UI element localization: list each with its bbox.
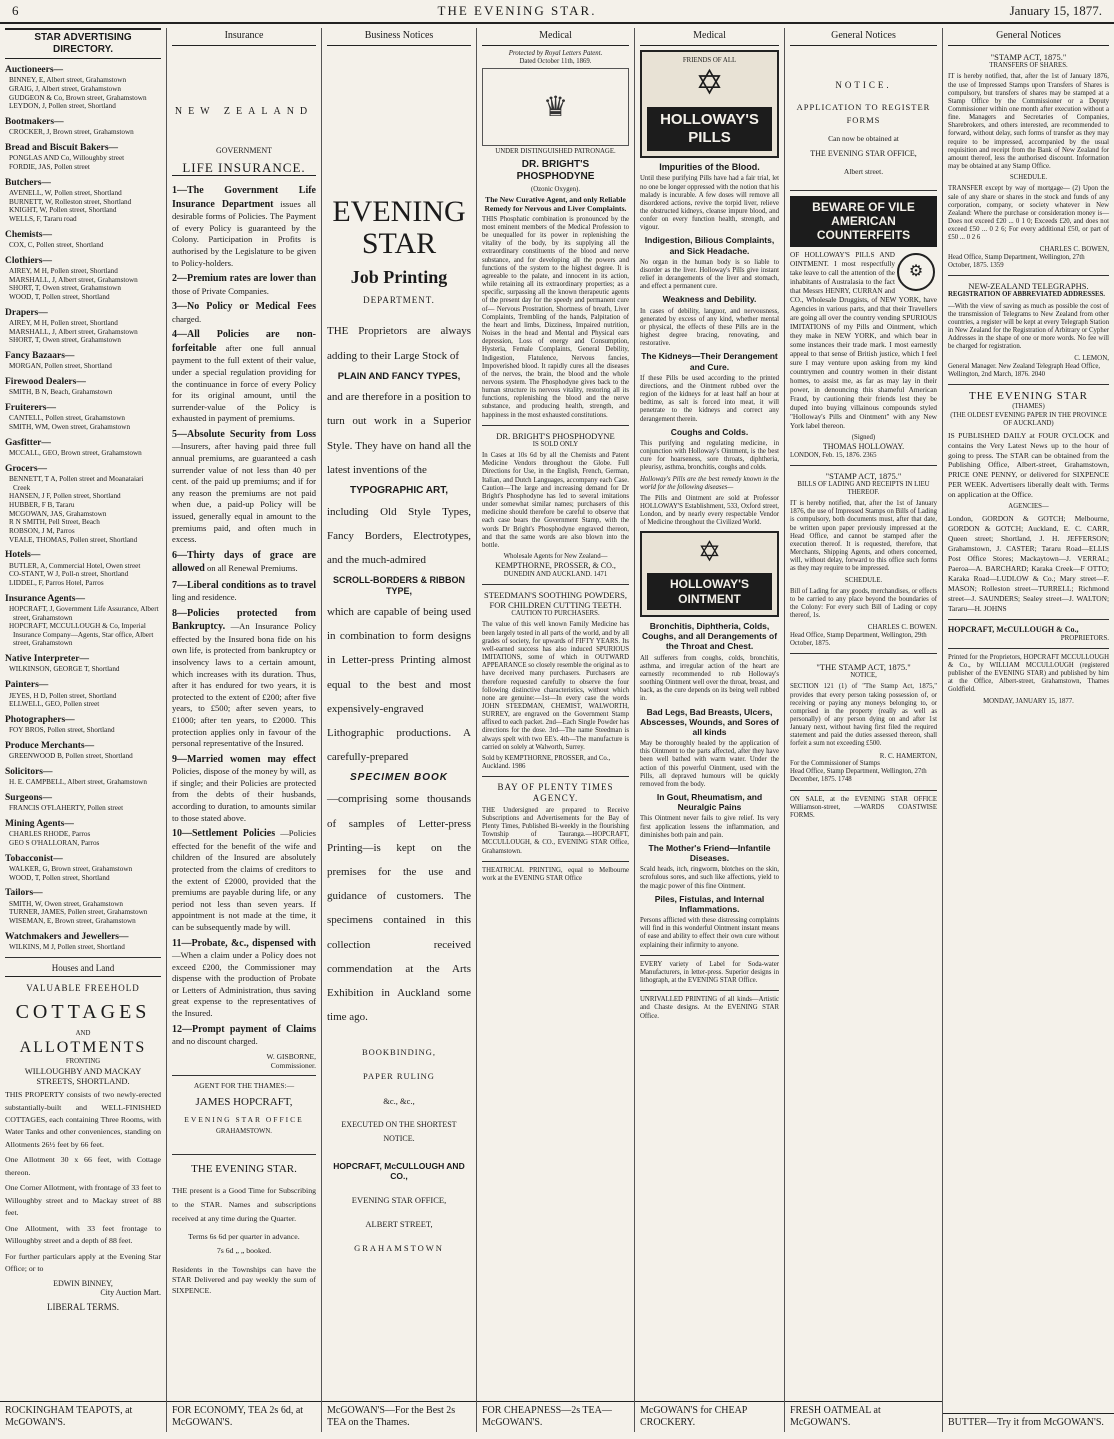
issue-date: January 15, 1877.: [1009, 3, 1102, 18]
directory-entry: BINNEY, E, Albert street, Grahamstown: [9, 76, 127, 85]
insurance-item: [172, 272, 316, 297]
directory-category: Solicitors—: [5, 766, 53, 777]
insurance-item: [172, 607, 316, 750]
directory-entry: AIREY, M H, Pollen street, Shortland: [9, 267, 118, 276]
crest-icon: ✡: [695, 65, 724, 103]
insurance-column: [166, 28, 321, 1432]
g1-sched: SCHEDULE.: [844, 576, 883, 584]
directory-entry: HOPCRAFT, J, Government Life Assurance, Albert street, Grahamstown: [9, 604, 159, 622]
insurance-sig2: Commissioner.: [270, 1060, 316, 1070]
directory-entry: SHORT, T, Owen street, Grahamstown: [9, 284, 121, 293]
houses-b1: THIS PROPERTY consists of two newly-erected substantially-built and WELL-FINISHED COTTAGES, each containing Three Rooms, with Water Tanks and other conveniences, standing on Allotments 26½ feet by 66 feet.: [5, 1090, 161, 1149]
directory-category: Fancy Bazaars—: [5, 350, 75, 361]
insurance-item: [172, 753, 316, 824]
directory-entry: KNIGHT, W, Pollen street, Shortland: [9, 206, 117, 215]
directory-entry: SHORT, T, Owen street, Grahamstown: [9, 336, 121, 345]
insurance-item: [172, 549, 316, 576]
directory-entry: AIREY, M H, Pollen street, Shortland: [9, 318, 118, 327]
g1-sale: ON SALE, at the EVENING STAR OFFICE Williamson-street, —WARDS COASTWISE FORMS.: [790, 795, 937, 819]
insurance-item: [172, 1023, 316, 1048]
directory-category: Chemists—: [5, 229, 52, 240]
g1-notice: NOTICE,: [850, 672, 877, 680]
directory-entry: LEYDON, J, Pollen street, Shortland: [9, 102, 116, 111]
insurance-item-text: those of Private Companies.: [172, 285, 269, 296]
g1-sab: IT is hereby notified, that, after the 1st of January 1876, the use of Impressed Stamps on Bills of Lading is compulsory, both documents must, after that date, be written upon paper previously impressed at the Head Office, and cannot be stamped after the execution thereof. It is requested, therefore, that Merchants, Shipping Agents, and others concerned, will, without delay, forward to this office such forms as they may require to be impressed.: [790, 500, 937, 573]
jp-b8: SPECIMEN BOOK: [349, 772, 448, 784]
agent-heading: AGENT FOR THE THAMES:—: [193, 1080, 295, 1090]
directory-category: Mining Agents—: [5, 818, 74, 829]
directory-entry: WOOD, T, Pollen street, Shortland: [9, 292, 110, 301]
m2-t10: Piles, Fistulas, and Internal Inflammations.: [654, 893, 765, 914]
g1-sa2: BILLS OF LADING AND RECEIPTS IN LIEU THEREOF.: [797, 480, 930, 496]
houses-t3: AND: [75, 1030, 91, 1038]
m2-b9: This Ointment never fails to give relief. Its very first application lessens the inflammation, and diminishes both pain and pain.: [640, 815, 779, 839]
directory-entry: MCGOWAN, JAS, Grahamstown: [9, 509, 107, 518]
insurance-item-number: 3—No Policy or Medical Fees: [172, 301, 316, 313]
m1-prot: Protected by Royal Letters Patent.: [508, 50, 603, 57]
m2-t9: The Mother's Friend—Infantile Diseases.: [648, 842, 771, 864]
m1-sold2: Sold by KEMPTHORNE, PROSSER, and Co., Auckland. 1986: [482, 754, 611, 771]
jp-b16: ALBERT STREET,: [365, 1219, 433, 1230]
directory-entry: GREENWOOD B, Pollen street, Shortland: [9, 752, 133, 761]
insurance-item-number: 7—Liberal conditions as to travel: [172, 579, 316, 591]
m2-t2: Indigestion, Bilious Complaints, and Sick Headache.: [644, 235, 775, 256]
m2-t12: UNRIVALLED PRINTING of all kinds—Artistic and Chaste designs. At the EVENING STAR Office.: [640, 996, 779, 1020]
g1-sig: THOMAS HOLLOWAY.: [822, 441, 905, 451]
holloway-ointment-logo: [640, 531, 779, 617]
directory-entry: H. E. CAMPBELL, Albert street, Grahamstown: [9, 778, 147, 787]
trademark-seal-icon: ⚙: [897, 253, 935, 291]
agent-name: JAMES HOPCRAFT,: [195, 1095, 293, 1108]
insurance-item: [172, 579, 316, 604]
insurance-item: [172, 300, 316, 325]
bottom-ad-1: ROCKINGHAM TEAPOTS, at McGOWAN'S.: [0, 1401, 166, 1432]
directory-entry: WOOD, T, Pollen street, Shortland: [9, 873, 110, 882]
jp-b10: BOOKBINDING,: [361, 1047, 437, 1058]
g2-sab: IT is hereby notified, that, after the 1st of January 1876, the use of Impressed Stamps upon Transfers of Shares is compulsory, but transfers of shares may be stamped at a Stamp Office by the Commissioner or a Deputy Commissioner within one month after execution without a fine. Managers and Secretaries of Companies, Sharebrokers, and others interested, are recommended to forward, without delay, such forms of transfer as they may require to be impressed, accompanied by the usual requisition and receipt from the Bank of New Zealand for amount thereof, less the authorised discount. Information may be obtained at any Stamp Office.: [948, 73, 1109, 171]
insurance-item-text: —Insurers, after having paid three full annual premiums, are guaranteed a cash surrender value of not less than 40 per cent. of the paid up premiums; and if for any reason the premiums are not paid when due, a paid-up Policy will be issued, generally equal in amount to the premiums paid, and often much in excess.: [172, 441, 316, 545]
jp-t3: DEPARTMENT.: [363, 294, 435, 305]
medical-heading-2: Medical: [640, 28, 779, 46]
directory-column: [0, 28, 166, 1432]
insurance-item-text: —Policies effected for the benefit of the wife and children of the Insured are absolutely protected from the claims of creditors to the extent of £2000, provided that the premiums are payable during life, or any period not less than seven years. If appointment is not made at the time, it can be subsequently made by will.: [172, 828, 316, 932]
g2-ag: AGENCIES—: [1008, 502, 1049, 510]
jp-t1: EVENING STAR: [332, 195, 466, 260]
houses-b3: One Corner Allotment, with frontage of 33 feet to Willoughby street and to Mackay street of 88 feet.: [5, 1183, 161, 1218]
houses-t4: ALLOTMENTS: [19, 1039, 147, 1057]
g1-sa: "STAMP ACT, 1875.": [825, 470, 902, 481]
g2-hm: HOPCRAFT, McCULLOUGH & Co.,: [948, 624, 1079, 634]
houses-b2: One Allotment 30 x 66 feet, with Cottage thereon.: [5, 1155, 161, 1177]
jp-b5: including Old Style Types, Fancy Borders, Electrotypes, and the much-admired: [327, 505, 471, 567]
insurance-t1: NEW ZEALAND: [174, 106, 314, 117]
insurance-item: [172, 827, 316, 933]
directory-category: Watchmakers and Jewellers—: [5, 931, 129, 942]
g2-pdate: MONDAY, JANUARY 15, 1877.: [983, 697, 1074, 705]
es-terms1: Terms 6s 6d per quarter in advance.: [188, 1232, 300, 1242]
m2-b1: Until these purifying Pills have had a fair trial, let no one be longer oppressed with the notion that his malady is incurable. A few doses will remove all disordered actions, revive the torpid liver, relieve the obstructed kidneys, cleanse impure blood, and confer on every function health, strength, and vigour.: [640, 175, 779, 232]
m1-caut: CAUTION TO PURCHASERS.: [511, 610, 600, 618]
g2-es: THE EVENING STAR: [969, 390, 1088, 403]
m2-list: Holloway's Pills are the best remedy known in the world for the following diseases—: [640, 475, 779, 491]
jp-b4: TYPOGRAPHIC ART,: [350, 484, 448, 496]
g2-hm2: PROPRIETORS.: [1060, 634, 1109, 643]
g2-es3: (THE OLDEST EVENING PAPER IN THE PROVINCE OF AUCKLAND): [950, 411, 1107, 427]
insurance-t3: LIFE INSURANCE.: [172, 160, 316, 177]
houses-t6: WILLOUGHBY AND MACKAY: [24, 1065, 142, 1076]
m2-b4: If these Pills be used according to the printed directions, and the Ointment rubbed over the region of the kidneys for at least half an hour at bedtime, as salt is forced into meat, it will penetrate to the kidneys and correct any derangement therein.: [640, 374, 779, 423]
houses-t7: STREETS, SHORTLAND.: [36, 1075, 130, 1086]
medical-column-2: [634, 28, 784, 1432]
directory-entry: SMITH, WM, Owen street, Grahamstown: [9, 423, 131, 431]
directory-category: Butchers—: [5, 177, 51, 188]
g2-telt: REGISTRATION OF ABBREVIATED ADDRESSES.: [948, 291, 1105, 299]
m2-b10: Scald heads, itch, ringworm, blotches on the skin, scrofulous sores, and such like affections, yield to the magic power of this fine Ointment.: [640, 866, 779, 890]
insurance-item-text: Policies, dispose of the money by will, as if single; and their Policies are protected from the debts of their husbands, according to duration, to amounts similar to those stated above.: [172, 766, 316, 823]
directory-category: Tailors—: [5, 888, 43, 899]
directory-category: Firewood Dealers—: [5, 376, 86, 387]
insurance-item: [172, 184, 316, 269]
insurance-item-number: 1—The Government Life Insurance Department: [172, 185, 316, 210]
newspaper-title: THE EVENING STAR.: [437, 3, 597, 18]
houses-t5: FRONTING: [65, 1057, 101, 1065]
jp-t2: Job Printing: [350, 267, 448, 287]
directory-category: Native Interpreter—: [5, 654, 89, 665]
directory-entry: COX, C, Pollen street, Shortland: [9, 241, 104, 249]
agent-town: GRAHAMSTOWN.: [216, 1127, 272, 1135]
insurance-item-text: on all Renewal Premiums.: [206, 563, 298, 574]
bottom-ad-4: FOR CHEAPNESS—2s TEA—McGOWAN'S.: [477, 1401, 634, 1432]
jp-b1: THE Proprietors are always adding to their Large Stock of: [327, 325, 471, 362]
insurance-item-number: 2—Premium rates are lower than: [172, 273, 316, 285]
m1-t4: BAY OF PLENTY TIMES AGENCY.: [497, 782, 614, 804]
g2-print: Printed for the Proprietors, HOPCRAFT MCCULLOUGH & Co., by WILLIAM MCCULLOUGH (registered publisher of the EVENING STAR) and published by him at the Office, Albert-street, Grahamstown, Thames Goldfield.: [948, 653, 1109, 694]
m2-b7: All sufferers from coughs, colds, bronchitis, asthma, and irregular action of the heart are earnestly recommended to rub Holloway's soothing Ointment well over the throat, breast, and back, as the cure depends on its being well rubbed in.: [640, 654, 779, 703]
masthead: [0, 0, 1114, 24]
g1-sig2b: Head Office, Stamp Department, Wellington, 29th October, 1875.: [790, 631, 927, 647]
holloway-pills-logo: [640, 50, 779, 158]
directory-entry: CROCKER, J, Brown street, Grahamstown: [9, 128, 134, 137]
medical-column-1: [476, 28, 634, 1432]
general-column-2: [942, 28, 1114, 1432]
houses-b4: One Allotment, with 33 feet frontage to Willoughby street and a depth of 88 feet.: [5, 1223, 161, 1246]
insurance-item-text: issues all desirable forms of Policies. The Payment of every Policy is guaranteed by the Colony. Participation in Profits is authorised by the Legislature to be given to Policy-holders.: [172, 198, 316, 268]
directory-title: STAR ADVERTISING DIRECTORY.: [5, 28, 161, 59]
houses-t2: COTTAGES: [15, 1001, 151, 1024]
page-number: 6: [12, 3, 19, 18]
g2-sig: CHARLES C. BOWEN,: [1039, 245, 1109, 254]
directory-category: Produce Merchants—: [5, 740, 95, 751]
directory-entry: WILKINS, M J, Pollen street, Shortland: [9, 942, 125, 951]
m2-b3: In cases of debility, languor, and nervousness, generated by excess of any kind, whether mental or physical, the effects of these Pills are in the highest degree bracing, renovating, and restorative.: [640, 307, 779, 348]
business-column: [321, 28, 476, 1432]
g1-n2: APPLICATION TO REGISTER FORMS: [796, 101, 931, 126]
directory-entry: FORDIE, JAS, Pollen street: [9, 163, 90, 172]
directory-entry: BUTLER, A, Commercial Hotel, Owen street: [9, 561, 141, 570]
m2-b8: May be thoroughly healed by the application of this Ointment to the parts affected, after they have been well bathed with warm water. Under the action of this powerful Ointment, used with the Pills, all depraved humours will be quickly removed from the body.: [640, 740, 779, 788]
crest-motto: FRIENDS OF ALL: [682, 57, 737, 64]
jp-b11: PAPER RULING: [363, 1071, 435, 1082]
g2-sa2: TRANSFERS OF SHARES.: [989, 62, 1068, 70]
bottom-ad-6: FRESH OATMEAL at McGOWAN'S.: [785, 1401, 942, 1432]
directory-entry: FOY BROS, Pollen street, Shortland: [9, 726, 115, 735]
insurance-item-number: 5—Absolute Security from Loss: [172, 428, 316, 440]
directory-entry: WILKINSON, GEORGE T, Shortland: [9, 665, 120, 674]
directory-category: Gasfitter—: [5, 437, 51, 448]
ointment-banner: HOLLOWAY'S OINTMENT: [647, 573, 772, 610]
g1-sigdate: LONDON, Feb. 15, 1876. 2365: [790, 451, 877, 459]
royal-crest-icon: ♛: [482, 68, 629, 146]
m2-t5: Coughs and Colds.: [670, 426, 749, 437]
directory-category: Painters—: [5, 680, 49, 691]
g2-sched: SCHEDULE.: [1009, 174, 1048, 182]
m1-t3: STEEDMAN'S SOOTHING POWDERS, FOR CHILDREN CUTTING TEETH.: [484, 589, 627, 611]
insurance-item: [172, 937, 316, 1020]
directory-entry: R N SMITH, Pell Street, Beach: [9, 518, 100, 527]
jp-b13: EXECUTED ON THE SHORTEST NOTICE.: [341, 1119, 457, 1144]
directory-category: Drapers—: [5, 307, 48, 318]
directory-entry: TURNER, JAMES, Pollen street, Grahamstown: [9, 908, 148, 917]
m1-tag: The New Curative Agent, and only Reliable Remedy for Nervous and Liver Complaints.: [484, 194, 627, 213]
directory-category: Bootmakers—: [5, 116, 64, 127]
g1-sig3: R. C. HAMERTON,: [879, 751, 937, 760]
medical-heading-1: Medical: [482, 28, 629, 46]
m2-b5: This purifying and regulating medicine, in conjunction with Holloway's Ointment, is the best cure for hoarseness, sore throats, diphtheria, pleurisy, asthma, bronchitis, coughs and colds.: [640, 439, 779, 472]
insurance-item-text: after one full annual payment to the full extent of their value, under a special regulation providing for the continuance in force of every Policy for its original amount, until the surrender-value of the Policy is exhausted in payment of premiums.: [172, 342, 316, 424]
g1-bw: OF HOLLOWAY'S PILLS AND OINTMENT. I most respectfully take leave to call the attention of the inhabitants of Australasia to the fact that Messrs HENRY, CURRAN and CO., Wholesale Druggists, of NEW YORK, have Agencies in various parts, and that their Travellers are going all over the country vending SPURIOUS IMITATIONS of my Pills and Ointment, which they make in NEW YORK, and which bear in some instances their trade mark. I most earnestly appeal to that sense of British justice, which I feel sure I may venture upon asking from my kind countrymen and country women in their distant homes, to assist me, as far as may lay in their power, in denouncing this shameful American Fraud, by cautioning their friends lest they be duped into buying villainous compounds styled "Holloway's Pills and Ointment" with any New York label thereon.: [790, 250, 937, 430]
general-column-1: [784, 28, 942, 1432]
jp-b6: SCROLL-BORDERS & RIBBON TYPE,: [333, 575, 465, 597]
m2-t11: EVERY variety of Label for Soda-water Manufacturers, in letter-press. Superior designs in lithograph, at the EVENING STAR Office.: [640, 960, 779, 985]
business-heading: Business Notices: [327, 28, 471, 46]
insurance-item-number: 8—Policies protected from Bankruptcy.: [172, 607, 316, 633]
insurance-item-text: charged.: [172, 313, 202, 324]
g2-agl: London, GORDON & GOTCH; Melbourne, GORDON & GOTCH; Auckland, E. C. CARR, Queen street; Shortland, J. H. JEFFERSON; Grahamstown, J. CASTER; Tararu Road—ELLIS Post Office Stores; Mackaytown—J. VERRAL; Paeroa—A. BARCHARD; Karaka Creek—F OTTO; Karaka Road—LUDLOW & Co.; Mary street—F. MASON; Rolleston street—TURRELL; Richmond street—J. SAUNDERS; Sealey street—J. WALTON; Tararu—H. JOHNS: [948, 513, 1109, 613]
m2-b2: No organ in the human body is so liable to disorder as the liver. Holloway's Pills give instant relief in derangements of the liver and stomach, and effect a permanent cure.: [640, 258, 779, 291]
jp-b3: and are therefore in a position to turn out work in a Superior Style. They have on hand all the latest inventions of the: [327, 391, 471, 476]
insurance-item: [172, 428, 316, 546]
insurance-item-number: 9—Married women may effect: [172, 753, 316, 765]
g1-n1: NOTICE.: [835, 80, 892, 90]
insurance-item-number: 12—Prompt payment of Claims: [172, 1023, 316, 1035]
directory-entry: MARSHALL, J, Albert street, Grahamstown: [9, 327, 138, 336]
insurance-item-number: 10—Settlement Policies: [172, 828, 276, 840]
insurance-item-text: —An Insurance Policy effected by the Insured bona fide on his own life, is protected from bankruptcy or insolvency laws to a certain amount, which increases with its duration. Thus, after it has endured for two years, it is protected to the extent of £200; after five years, to £500; after seven years, to £1000; after ten years, to £2000. This protection applies only in favour of the personal representative of the Insured.: [172, 621, 316, 749]
directory-entry: CO-STANT, W J, Poll-n street, Shortland: [9, 570, 129, 579]
g1-signed: (Signed): [851, 433, 876, 441]
m1-whole: Wholesale Agents for New Zealand—: [503, 552, 608, 560]
insurance-item-text: and no discount charged.: [172, 1036, 258, 1047]
directory-entry: HOPCRAFT, MCCULLOUGH & Co, Imperial Insurance Company—Agents, Star office, Albert street, Grahamstown: [9, 622, 154, 648]
g1-n3: Can now be obtained at: [828, 133, 899, 143]
jp-b15: EVENING STAR OFFICE,: [351, 1194, 447, 1205]
directory-category: Tobacconist—: [5, 853, 63, 864]
es-body: THE present is a Good Time for Subscribing to the STAR. Names and subscriptions received at any time during the Quarter.: [172, 1186, 316, 1224]
directory-entry: VEALE, THOMAS, Pollen street, Shortland: [9, 535, 138, 544]
g2-sigb: Head Office, Stamp Department, Wellington, 27th October, 1875. 1359: [948, 253, 1085, 270]
bottom-ad-5: McGOWAN'S for CHEAP CROCKERY.: [635, 1401, 784, 1432]
directory-category: Grocers—: [5, 463, 48, 474]
insurance-sig: W. GISBORNE,: [266, 1051, 316, 1061]
directory-entry: ELLWELL, GEO, Pollen street: [9, 700, 100, 709]
directory-entry: MORGAN, Pollen street, Shortland: [9, 362, 112, 371]
directory-category: Fruiterers—: [5, 402, 56, 413]
houses-heading: Houses and Land: [5, 963, 161, 978]
jp-b2: PLAIN AND FANCY TYPES,: [337, 370, 461, 382]
g2-sig2: C. LEMON,: [1074, 354, 1109, 363]
houses-sig2: City Auction Mart.: [100, 1288, 161, 1298]
m2-t6: Bronchitis, Diphtheria, Colds, Coughs, and all Derangements of the Throat and Chest.: [641, 621, 778, 652]
pills-banner: HOLLOWAY'S PILLS: [647, 107, 772, 151]
insurance-heading: Insurance: [172, 28, 316, 46]
jp-b9: —comprising some thousands of samples of Letter-press Printing—is kept on the premises for the use and guidance of customers. The specimens contained in this collection received commendation at the Arts Exhibition in Auckland some time ago.: [327, 793, 471, 1024]
directory-entry: CANTELL, Pollen street, Grahamstown: [9, 414, 125, 423]
g1-sig3c: Head Office, Stamp Department, Wellington, 27th December, 1875. 1748: [790, 768, 927, 784]
ointment-crest-icon: ✡: [697, 537, 722, 569]
directory-entry: AVENELL, W, Pollen street, Shortland: [9, 189, 122, 198]
directory-category: Clothiers—: [5, 255, 52, 266]
directory-category: Hotels—: [5, 550, 41, 561]
m1-t2: DR. BRIGHT'S PHOSPHODYNE: [496, 430, 615, 441]
houses-t1: VALUABLE FREEHOLD: [26, 983, 140, 994]
g1-sa3: "THE STAMP ACT, 1875.": [816, 662, 911, 673]
directory-entry: SMITH, B N, Beach, Grahamstown: [9, 388, 113, 397]
es-title: THE EVENING STAR.: [191, 1163, 297, 1175]
m2-b11: Persons afflicted with these distressing complaints will find in this wonderful Ointment instant means of ease and ability to effect their own cure without explaining their infirmity to anyone.: [640, 917, 779, 949]
beware-banner: BEWARE OF VILE AMERICAN COUNTERFEITS: [790, 196, 937, 247]
agent-office: EVENING STAR OFFICE: [184, 1114, 304, 1124]
g1-sa3b: SECTION 121 (1) of "The Stamp Act, 1875," provides that every person taking possession of, or receiving or paying any moneys belonging to, or comprised in the property (really as well as personally) of any person dying on and after 1st January next, without having first filed the required statement and paid the duties assessed thereon, shall forfeit a sum not exceeding £500.: [790, 683, 937, 748]
jp-b12: &c., &c.,: [383, 1095, 415, 1106]
m2-t3: Weakness and Debility.: [662, 294, 757, 305]
directory-entry: WALKER, G, Brown street, Grahamstown: [9, 864, 133, 873]
insurance-item-number: 4—All Policies are non-forfeitable: [172, 329, 316, 354]
insurance-item-text: —When a claim under a Policy does not exceed £200, the Commissioner may dispense with the production of Probate or Letters of Administration, thus saving great expense to the representatives of the Insured.: [172, 950, 316, 1018]
directory-category: Surgeons—: [5, 792, 52, 803]
m2-t4: The Kidneys—Their Derangement and Cure.: [641, 351, 778, 372]
directory-category: Auctioneers—: [5, 65, 64, 75]
m1-sub: (Ozonic Oxygen).: [530, 186, 581, 194]
es-terms2: 7s 6d „ „ booked.: [216, 1245, 272, 1255]
m1-body3: The value of this well known Family Medicine has been largely tested in all parts of the world, and by all grades of society, for upwards of FIFTY YEARS. Its well-earned success has also induced SPURIOUS IMITATIONS, some of which in OUTWARD APPEARANCE so closely resemble the original as to have deceived many purchasers. Purchasers are therefore requested carefully to observe the four following distinctive characteristics, without which none are genuine:—1st—In every case the words JOHN STEEDMAN, CHEMIST, WALWORTH, SURREY, are engraved on the Government Stamp affixed to each packet. 2nd—Each Single Powder has directions for the dose. 3rd—The name Steedman is always spelt with two EE's. 4th—The manufacture is carried on solely at Walworth, Surrey.: [482, 621, 629, 751]
g2-esb: IS PUBLISHED DAILY at FOUR O'CLOCK and contains the Very Latest News up to the hour of going to press. The STAR can be obtained from the Publishing Office, Albert-street, Grahamstown, PRICE ONE PENNY, or delivered for SIXPENCE PER WEEK. Advertisers liberally dealt with. Terms on application at the Office.: [948, 430, 1109, 499]
g2-es2: (THAMES): [1012, 403, 1045, 411]
directory-entry: LIDDEL, F, Parros Hotel, Parros: [9, 578, 104, 587]
m1-kemp2: DUNEDIN AND AUCKLAND. 1471: [503, 570, 608, 578]
directory-entry: BURNETT, W, Rolleston street, Shortland: [9, 197, 132, 206]
houses-b5: For further particulars apply at the Evening Star Office; or to: [5, 1251, 161, 1274]
m1-t5: THEATRICAL PRINTING, equal to Melbourne work at the EVENING STAR Office: [482, 866, 629, 882]
g1-n4: THE EVENING STAR OFFICE,: [810, 148, 917, 158]
directory-entry: WELLS, F, Tararu road: [9, 214, 77, 223]
directory-entry: GEO S O'HALLORAN, Parros: [9, 838, 100, 847]
g1-n5: Albert street.: [843, 166, 884, 176]
insurance-t2: GOVERNMENT: [216, 146, 272, 155]
m1-body: THIS Phosphatic combination is pronounced by the most eminent members of the Medical Profession to be unequalled for its power in replenishing the vitality of the body, by its supplying all the extraordinary constituents of the blood and nerve substance, and for developing all the powers and functions of the system to the highest degree. It is agreeable to the palate, and innocent in its action, while retaining all its extraordinary properties; as a specific, surpassing all the known therapeutic agents of the present day for the speedy and permanent cure of— Nervous Prostration, Shortness of breath, Liver Complaints, Trembling of the hands, Palpitation of the heart and limbs, Dizziness, Impaired nutrition, Noises in the head and Mental and Physical ears depression, Loss of energy and Consumption, Hysteria, Female Complaints, General Debility, Indigestion, Flatulence, Nervous fancies, Impoverished blood. It rapidly cures all the diseases of the nerves, the brain, the blood and the whole nervous system. The Phosphodyne gives back to the human structure its nervous vitality, restoring all its functions, replenishing the blood and the nerve substance, and producing health, strength, and happiness in the most exhausted constitutions.: [482, 215, 629, 419]
m1-kemp: KEMPTHORNE, PROSSER, & CO.,: [495, 561, 616, 571]
directory-entry: ROBSON, J M, Parros: [9, 526, 75, 535]
directory-entry: CHARLES RHODE, Parros: [9, 830, 91, 839]
bottom-ad-7: BUTTER—Try it from McGOWAN'S.: [943, 1413, 1114, 1432]
insurance-items: [172, 184, 316, 1047]
insurance-item-text: ling and residence.: [172, 592, 237, 603]
bottom-ad-2: FOR ECONOMY, TEA 2s 6d, at McGOWAN'S.: [167, 1401, 321, 1432]
jp-b17: GRAHAMSTOWN: [354, 1243, 444, 1254]
g2-sa: "STAMP ACT, 1875.": [990, 52, 1067, 62]
directory-entry: MARSHALL, J, Albert street, Grahamstown: [9, 275, 138, 284]
directory-entry: GRAIG, J, Albert street, Grahamstown: [9, 85, 121, 94]
directory-entry: BENNETT, T A, Pollen street and Moanataiari Creek: [9, 475, 144, 492]
jp-b14: HOPCRAFT, McCULLOUGH AND CO.,: [333, 1160, 465, 1181]
es-residents: Residents in the Townships can have the STAR Delivered and pay weekly the sum of SIXPENCE.: [172, 1264, 316, 1295]
jp-b7: which are capable of being used in combination to form designs in Letter-press Printing almost equal to the best and most expensively-engraved Lithographic productions. A carefully-prepared: [327, 606, 471, 764]
directory-entry: PONGLAS AND Co, Willoughby street: [9, 154, 125, 163]
directory-entry: SMITH, W, Owen street, Grahamstown: [9, 899, 123, 908]
m1-sold: IS SOLD ONLY: [532, 440, 579, 448]
houses-terms: LIBERAL TERMS.: [46, 1301, 119, 1312]
insurance-item-number: 11—Probate, &c., dispensed with: [172, 937, 316, 949]
insurance-item: [172, 328, 316, 425]
directory-category: Bread and Biscuit Bakers—: [5, 142, 119, 153]
directory-entry: GUDGEON & Co, Brown street, Grahamstown: [9, 93, 147, 102]
g2-telb: —With the view of saving as much as possible the cost of the transmission of Telegrams to New Zealand from other countries, a register will be kept at every Telegraph Station in New Zealand for the Registration of Arbitrary or Cypher Addresses in the shape of one or more words. No fee will be charged for registration.: [948, 302, 1110, 351]
g2-tel: NEW-ZEALAND TELEGRAPHS.: [968, 281, 1089, 292]
m2-b6: The Pills and Ointment are sold at Professor HOLLOWAY'S Establishment, 533, Oxford street, London, and by nearly every respectable Vendor of Medicine throughout the Civilized World.: [640, 494, 779, 527]
g1-sig3b: For the Commissioner of Stamps: [790, 760, 880, 768]
m1-dated: Dated October 11th, 1869.: [519, 58, 592, 66]
directory-category: Insurance Agents—: [5, 593, 85, 604]
m1-title: DR. BRIGHT'S PHOSPHODYNE: [516, 159, 595, 183]
general-heading-1: General Notices: [790, 28, 937, 46]
m1-body4: THE Undersigned are prepared to Receive Subscriptions and Advertisements for the Bay of Plenty Times, Published Bi-weekly in the flourishing Township of Tauranga.—HOPCRAFT, MCCULLOUGH, & CO., EVENING STAR Office, Grahamstown.: [482, 806, 629, 855]
m2-t8: In Gout, Rheumatism, and Neuralgic Pains: [656, 792, 763, 813]
m1-patr: UNDER DISTINGUISHED PATRONAGE.: [495, 148, 616, 156]
insurance-item-number: 6—Thirty days of grace are allowed: [172, 549, 316, 575]
houses-sig: EDWIN BINNEY,: [53, 1278, 113, 1288]
directory-entry: FRANCIS O'FLAHERTY, Pollen street: [9, 804, 124, 813]
directory-list: [5, 65, 161, 952]
g2-sig2b: General Manager. New Zealand Telegraph Head Office, Wellington, 2nd March, 1876. 2040: [948, 362, 1101, 378]
directory-entry: WISEMAN, E, Brown street, Grahamstown: [9, 916, 136, 925]
g1-schedb: Bill of Lading for any goods, merchandises, or effects to be carried to any place beyond the boundaries of the Colony: For every such Bill of Lading or copy thereof, 1s.: [790, 587, 937, 620]
bottom-ad-3: McGOWAN'S—For the Best 2s TEA on the Thames.: [322, 1401, 476, 1432]
m1-body2: In Cases at 10s 6d by all the Chemists and Patent Medicine Vendors throughout the Globe. Full Directions for Use, in the English, French, German, Italian, and Dutch Languages, accompany each Case. Caution—The large and increasing demand for Dr Bright's Phosphodyne has led to several imitations under somewhat similar names; purchasers of this medicine should therefore be careful to observe that each case bears the Government Stamp, with the words Dr Bright's Phosphodyne engraved thereon, and that the same words are also blown into the bottle.: [482, 452, 629, 549]
directory-entry: MCCALL, GEO, Brown street, Grahamstown: [9, 449, 142, 458]
g2-schedb: TRANSFER except by way of mortgage— (2) Upon the sale of any share or shares in the stock and funds of any corporation, company, or society whatever in New Zealand: Where the purchase or consideration money is— Does not exceed £20 ... 0 1 0; Exceeds £20, and does not exceed £50 ... 0 2 6; For every additional £50, or part of £50 ... 0 2 6: [948, 185, 1109, 242]
directory-entry: HANSEN, J F, Pollen street, Shortland: [9, 492, 121, 501]
g1-sig2: CHARLES C. BOWEN.: [867, 623, 937, 632]
m2-t7: Bad Legs, Bad Breasts, Ulcers, Abscesses, Wounds, and Sores of all kinds: [640, 706, 779, 737]
directory-category: Photographers—: [5, 714, 75, 725]
m2-t1: Impurities of the Blood.: [659, 161, 760, 172]
general-heading-2: General Notices: [948, 28, 1109, 46]
directory-entry: HUBBER, F B, Tararu: [9, 500, 75, 509]
directory-entry: JEYES, H D, Pollen street, Shortland: [9, 691, 117, 700]
